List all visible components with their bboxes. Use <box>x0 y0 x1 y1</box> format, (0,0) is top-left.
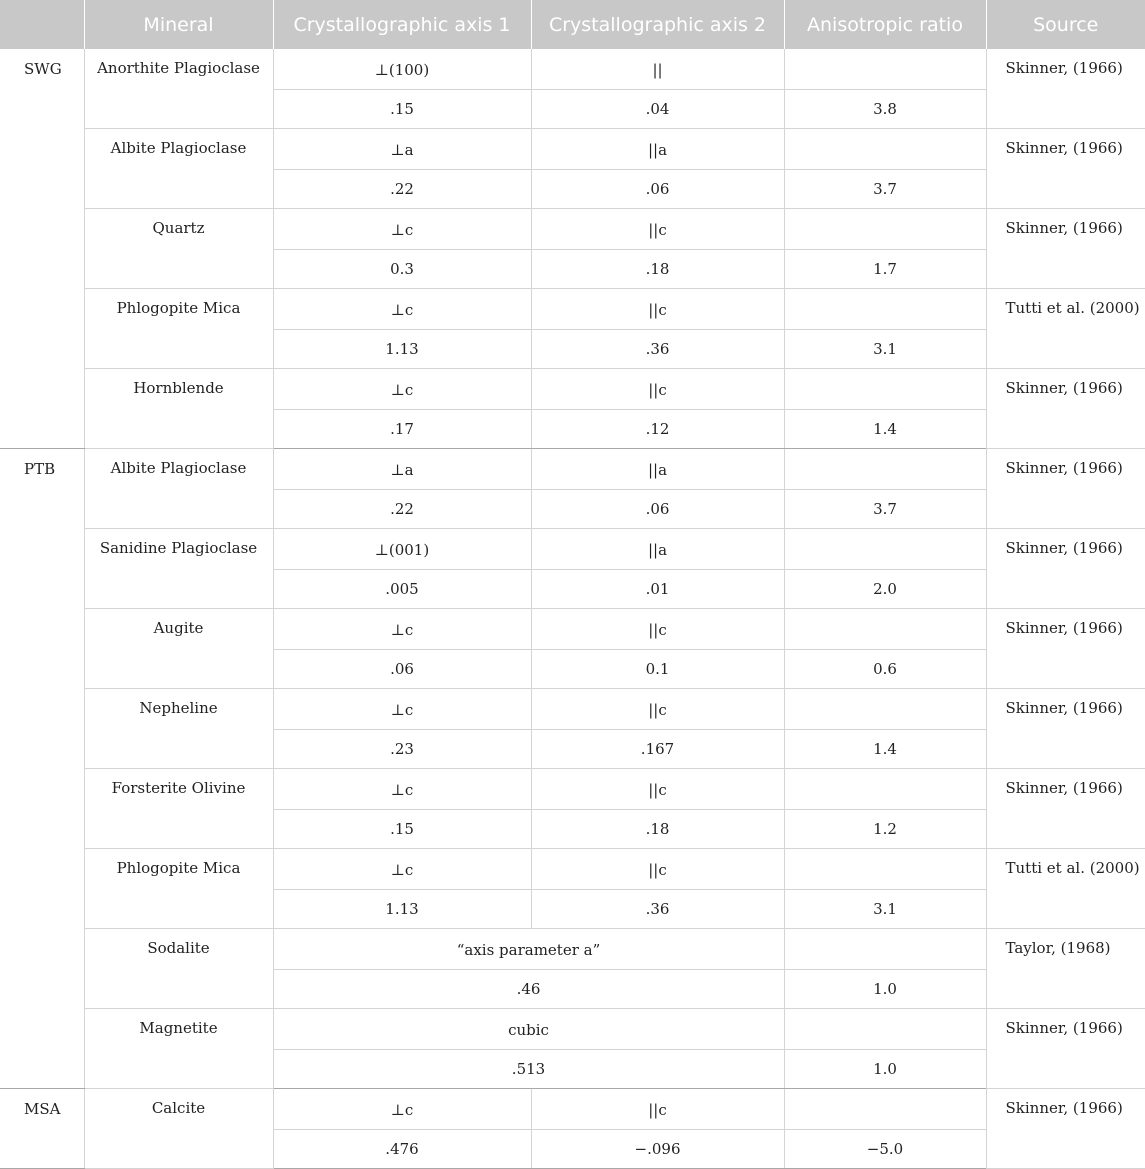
header-anisotropic-ratio: Anisotropic ratio <box>784 0 986 49</box>
anisotropic-ratio: 3.1 <box>784 890 986 929</box>
source-citation: Taylor, (1968) <box>986 929 1145 1009</box>
group-label: PTB <box>0 449 84 1089</box>
axis-1-value: .22 <box>273 170 531 209</box>
axis-1-label: ⊥c <box>273 209 531 250</box>
table-row <box>0 369 1145 410</box>
ratio-empty <box>784 929 986 970</box>
source-citation: Skinner, (1966) <box>986 609 1145 689</box>
ratio-empty <box>784 289 986 330</box>
anisotropic-ratio: 0.6 <box>784 650 986 689</box>
axis-2-value: .36 <box>531 330 784 369</box>
mineral-name: Hornblende <box>84 369 273 449</box>
axis-1-value: .22 <box>273 490 531 529</box>
table-row <box>0 209 1145 250</box>
source-citation: Skinner, (1966) <box>986 209 1145 289</box>
ratio-empty <box>784 849 986 890</box>
axis-label-merged: “axis parameter a” <box>273 929 784 970</box>
ratio-empty <box>784 369 986 410</box>
header-axis-1: Crystallographic axis 1 <box>273 0 531 49</box>
table-row <box>0 529 1145 570</box>
axis-2-value: .12 <box>531 410 784 449</box>
axis-1-value: .23 <box>273 730 531 769</box>
mineral-name: Magnetite <box>84 1009 273 1089</box>
ratio-empty <box>784 1089 986 1130</box>
table-row <box>0 609 1145 650</box>
axis-2-label: ||c <box>531 769 784 810</box>
axis-2-label: ||c <box>531 689 784 730</box>
axis-1-value: 1.13 <box>273 330 531 369</box>
axis-2-label: ||a <box>531 129 784 170</box>
source-citation: Skinner, (1966) <box>986 129 1145 209</box>
ratio-empty <box>784 209 986 250</box>
anisotropic-ratio: 1.7 <box>784 250 986 289</box>
axis-1-label: ⊥c <box>273 689 531 730</box>
axis-2-value: .18 <box>531 810 784 849</box>
source-citation: Tutti et al. (2000) <box>986 849 1145 929</box>
axis-1-value: .15 <box>273 90 531 129</box>
group-label: SWG <box>0 49 84 449</box>
axis-2-label: ||a <box>531 529 784 570</box>
mineral-name: Calcite <box>84 1089 273 1169</box>
header-source: Source <box>986 0 1145 49</box>
axis-2-label: || <box>531 49 784 90</box>
ratio-empty <box>784 689 986 730</box>
source-citation: Skinner, (1966) <box>986 49 1145 129</box>
mineral-name: Phlogopite Mica <box>84 289 273 369</box>
header-group <box>0 0 84 49</box>
axis-1-label: ⊥a <box>273 449 531 490</box>
source-citation: Tutti et al. (2000) <box>986 289 1145 369</box>
ratio-empty <box>784 129 986 170</box>
anisotropic-ratio: 1.0 <box>784 970 986 1009</box>
axis-value-merged: .46 <box>273 970 784 1009</box>
source-citation: Skinner, (1966) <box>986 529 1145 609</box>
anisotropic-ratio: 1.2 <box>784 810 986 849</box>
table-body <box>0 49 1145 1169</box>
axis-1-label: ⊥c <box>273 289 531 330</box>
mineral-name: Forsterite Olivine <box>84 769 273 849</box>
axis-2-value: .04 <box>531 90 784 129</box>
ratio-empty <box>784 609 986 650</box>
axis-1-label: ⊥c <box>273 769 531 810</box>
table-row <box>0 929 1145 970</box>
ratio-empty <box>784 49 986 90</box>
axis-2-label: ||c <box>531 1089 784 1130</box>
table-row <box>0 1089 1145 1130</box>
table-row <box>0 689 1145 730</box>
axis-1-label: ⊥c <box>273 369 531 410</box>
axis-2-value: .06 <box>531 170 784 209</box>
axis-2-value: .18 <box>531 250 784 289</box>
table-row <box>0 849 1145 890</box>
axis-2-label: ||c <box>531 849 784 890</box>
header-axis-2: Crystallographic axis 2 <box>531 0 784 49</box>
axis-1-label: ⊥(100) <box>273 49 531 90</box>
table-row <box>0 129 1145 170</box>
header-row <box>0 0 1145 49</box>
axis-label-merged: cubic <box>273 1009 784 1050</box>
source-citation: Skinner, (1966) <box>986 1009 1145 1089</box>
axis-2-label: ||c <box>531 609 784 650</box>
axis-2-label: ||c <box>531 209 784 250</box>
axis-1-label: ⊥c <box>273 1089 531 1130</box>
mineral-name: Albite Plagioclase <box>84 449 273 529</box>
axis-value-merged: .513 <box>273 1050 784 1089</box>
header-mineral: Mineral <box>84 0 273 49</box>
mineral-name: Sanidine Plagioclase <box>84 529 273 609</box>
mineral-name: Phlogopite Mica <box>84 849 273 929</box>
anisotropic-ratio: 1.0 <box>784 1050 986 1089</box>
table-row <box>0 49 1145 90</box>
axis-2-value: .01 <box>531 570 784 609</box>
mineral-name: Sodalite <box>84 929 273 1009</box>
axis-1-label: ⊥c <box>273 849 531 890</box>
source-citation: Skinner, (1966) <box>986 1089 1145 1169</box>
axis-2-label: ||c <box>531 289 784 330</box>
table-row <box>0 449 1145 490</box>
table-row <box>0 289 1145 330</box>
mineral-name: Anorthite Plagioclase <box>84 49 273 129</box>
axis-1-value: 1.13 <box>273 890 531 929</box>
anisotropic-ratio: −5.0 <box>784 1130 986 1169</box>
axis-2-value: .06 <box>531 490 784 529</box>
axis-1-label: ⊥c <box>273 609 531 650</box>
ratio-empty <box>784 449 986 490</box>
ratio-empty <box>784 1009 986 1050</box>
table-row <box>0 769 1145 810</box>
anisotropic-ratio: 3.8 <box>784 90 986 129</box>
anisotropic-ratio: 2.0 <box>784 570 986 609</box>
mineral-name: Quartz <box>84 209 273 289</box>
mineral-name: Augite <box>84 609 273 689</box>
table-row <box>0 1009 1145 1050</box>
axis-2-value: .36 <box>531 890 784 929</box>
anisotropic-ratio: 1.4 <box>784 730 986 769</box>
source-citation: Skinner, (1966) <box>986 689 1145 769</box>
ratio-empty <box>784 529 986 570</box>
source-citation: Skinner, (1966) <box>986 769 1145 849</box>
anisotropic-ratio: 3.7 <box>784 170 986 209</box>
axis-2-value: −.096 <box>531 1130 784 1169</box>
axis-1-value: 0.3 <box>273 250 531 289</box>
ratio-empty <box>784 769 986 810</box>
anisotropic-ratio: 3.1 <box>784 330 986 369</box>
axis-1-value: .06 <box>273 650 531 689</box>
mineral-name: Albite Plagioclase <box>84 129 273 209</box>
axis-1-value: .005 <box>273 570 531 609</box>
axis-2-value: .167 <box>531 730 784 769</box>
table-header <box>0 0 1145 49</box>
axis-2-value: 0.1 <box>531 650 784 689</box>
axis-1-value: .17 <box>273 410 531 449</box>
axis-1-value: .476 <box>273 1130 531 1169</box>
axis-1-label: ⊥a <box>273 129 531 170</box>
source-citation: Skinner, (1966) <box>986 449 1145 529</box>
axis-1-value: .15 <box>273 810 531 849</box>
source-citation: Skinner, (1966) <box>986 369 1145 449</box>
mineral-name: Nepheline <box>84 689 273 769</box>
group-label: MSA <box>0 1089 84 1169</box>
axis-2-label: ||c <box>531 369 784 410</box>
axis-1-label: ⊥(001) <box>273 529 531 570</box>
anisotropic-ratio: 3.7 <box>784 490 986 529</box>
anisotropic-ratio: 1.4 <box>784 410 986 449</box>
axis-2-label: ||a <box>531 449 784 490</box>
